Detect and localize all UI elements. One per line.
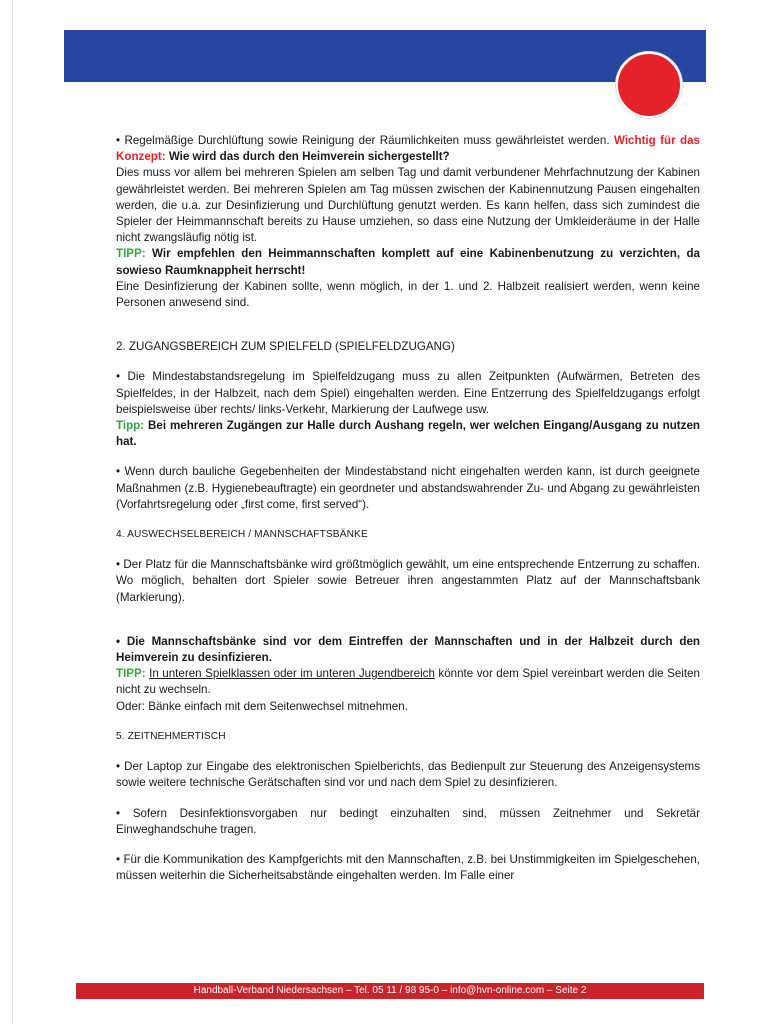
section5-heading: 5. ZEITNEHMERTISCH bbox=[116, 730, 226, 742]
page-edge bbox=[12, 0, 13, 1024]
section5-bullet2: • Sofern Desinfektionsvorgaben nur bedingt einzuhalten sind, müssen Zeitnehmer und Sekretär Einweghandschuhe tragen. bbox=[116, 806, 700, 836]
footer-text: Handball-Verband Niedersachsen – Tel. 05 11 / 98 95-0 – info@hvn-online.com – Seite 2 bbox=[193, 985, 587, 996]
section4-alt: Oder: Bänke einfach mit dem Seitenwechsel mitnehmen. bbox=[116, 699, 408, 713]
bullet-text: • Regelmäßige Durchlüftung sowie Reinigung der Räumlichkeiten muss gewährleistet werden. bbox=[116, 134, 610, 147]
section5-bullet3: • Für die Kommunikation des Kampfgerichts mit den Mannschaften, z.B. bei Unstimmigkeiten im Spielgeschehen, müssen weiterhin die Sicherheitsabstände eingehalten werden. Im Falle einer bbox=[116, 852, 700, 883]
section2-bullet2: • Wenn durch bauliche Gegebenheiten der Mindestabstand nicht eingehalten werden kann, ist durch geeignete Maßnahmen (z.B. Hygienebeauftragte) ein geordneter und abstandswahrender Zu- und Abgang zu gewährleisten (Vorfahrtsregelung oder „first come, first served“). bbox=[116, 465, 700, 511]
tip-label: TIPP: bbox=[116, 667, 146, 681]
section4-heading: 4. AUSWECHSELBEREICH / MANNSCHAFTSBÄNKE bbox=[116, 529, 368, 541]
footer-bar bbox=[76, 983, 704, 999]
section2-tip bbox=[116, 418, 700, 450]
section2-bullet1: • Die Mindestabstandsregelung im Spielfeldzugang muss zu allen Zeitpunkten (Aufwärmen, Betreten des Spielfeldes, in der Halbzeit, nach dem Spiel) eingehalten werden. Eine Entzerrung des Spielfeldzugangs erfolgt beispielsweise über rechts/ links-Verkehr, Markierung der Laufwege usw. bbox=[116, 370, 700, 416]
section1-body: Dies muss vor allem bei mehreren Spielen am selben Tag und damit verbundener Mehrfachnutzung der Kabinen gewährleistet werden. Bei mehreren Spielen am Tag müssen zwischen der Kabinennutzung Pausen eingehalten werden, die u.a. zur Desinfizierung und Durchlüftung genutzt werden. Es kann helfen, dass sich zumindest die Spieler der Heimmannschaft bereits zu Hause umziehen, so dass eine Nutzung der Umkleideräume in der Halle nicht zwangsläufig nötig ist. bbox=[116, 166, 700, 245]
section1-bullet bbox=[116, 133, 700, 165]
section4-bullet1: • Der Platz für die Mannschaftsbänke wird größtmöglich gewählt, um eine entsprechende Entzerrung zu schaffen. Wo möglich, behalten dort Spieler sowie Betreuer ihren angestammten Platz auf der Mannschaftsbank (Markierung). bbox=[116, 558, 700, 604]
tip-text: könnte vor dem Spiel vereinbart werden die Seiten nicht zu wechseln. bbox=[116, 667, 700, 697]
section4-tip bbox=[116, 666, 700, 698]
document-body bbox=[116, 133, 700, 884]
tip-label: Tipp: bbox=[116, 419, 145, 433]
tip-text: Wir empfehlen den Heimmannschaften komplett auf eine Kabinenbenutzung zu verzichten, da sowieso Raumknappheit herrscht! bbox=[116, 247, 700, 277]
red-circle-logo bbox=[616, 52, 682, 118]
header-band bbox=[64, 30, 706, 82]
important-label: Wichtig für das Konzept: bbox=[116, 134, 700, 164]
tip-text: Bei mehreren Zugängen zur Halle durch Aushang regeln, wer welchen Eingang/Ausgang zu nutzen hat. bbox=[116, 419, 700, 449]
section4-bullet2: • Die Mannschaftsbänke sind vor dem Eintreffen der Mannschaften und in der Halbzeit durch den Heimverein zu desinfizieren. bbox=[116, 634, 700, 665]
tip-label: TIPP: bbox=[116, 247, 146, 261]
question-text: Wie wird das durch den Heimverein sichergestellt? bbox=[168, 150, 450, 164]
section1-closing: Eine Desinfizierung der Kabinen sollte, wenn möglich, in der 1. und 2. Halbzeit realisiert werden, wenn keine Personen anwesend sind. bbox=[116, 279, 700, 310]
section1-tip bbox=[116, 246, 700, 278]
section2-heading: 2. ZUGANGSBEREICH ZUM SPIELFELD (SPIELFELDZUGANG) bbox=[116, 340, 455, 354]
section5-bullet1: • Der Laptop zur Eingabe des elektronischen Spielberichts, das Bedienpult zur Steuerung des Anzeigensystems sowie weitere technische Gerätschaften sind vor und nach dem Spiel zu desinfizieren. bbox=[116, 760, 700, 790]
tip-underlined-text: In unteren Spielklassen oder im unteren Jugendbereich bbox=[149, 667, 435, 681]
